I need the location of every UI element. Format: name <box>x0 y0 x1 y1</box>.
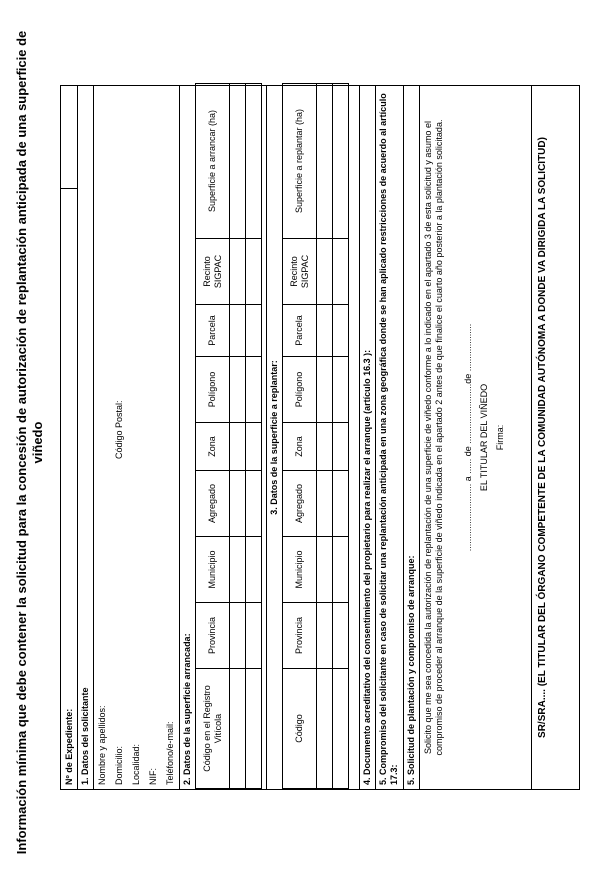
col-header: Zona <box>196 423 230 471</box>
col-header: Recinto SIGPAC <box>283 239 317 305</box>
firma-label: Firma: <box>495 424 505 451</box>
col-header: Polígono <box>283 357 317 423</box>
section-5-solicitud: 5. Solicitud de plantación y compromiso de arranque: <box>406 555 416 785</box>
expediente-label: Nº de Expediente: <box>64 708 74 785</box>
telefono-field: Teléfono/e-mail: <box>165 721 175 785</box>
domicilio-field: Domicilio: <box>114 745 124 785</box>
replantar-table <box>282 83 349 789</box>
col-header: Polígono <box>196 357 230 423</box>
expediente-divider <box>61 188 77 189</box>
table-row <box>246 84 262 789</box>
codigo-postal-field: Código Postal: <box>114 400 124 459</box>
divider <box>375 86 376 789</box>
nif-field: NIF: <box>148 768 158 785</box>
col-header: Agregado <box>283 471 317 537</box>
arrancada-heading: 2. Datos de la superficie arrancada: <box>182 633 192 785</box>
col-header: Superficie a replantar (ha) <box>283 84 317 239</box>
col-header: Superficie a arrancar (ha) <box>196 84 230 239</box>
titular-label: EL TITULAR DEL VIÑEDO <box>479 383 489 492</box>
col-header: Zona <box>283 423 317 471</box>
divider <box>403 86 404 789</box>
col-header: Agregado <box>196 471 230 537</box>
section-4: 4. Documento acreditativo del consentimiento del propietario para realizar el arranque (artículo 16.3 ): <box>362 349 372 785</box>
divider <box>266 86 267 789</box>
col-header: Recinto SIGPAC <box>196 239 230 305</box>
table-row <box>333 84 349 789</box>
fecha-line: ........................... a ...... de ........................de ................... <box>463 323 473 552</box>
table-row <box>230 84 246 789</box>
divider <box>531 86 532 789</box>
expediente-row <box>61 86 77 789</box>
solicito-text: Solicito que me sea concedida la autorización de replantación de una superficie de viñedo conforme a lo indicado en el apartado 3 de esta solicitud y asumo el compromiso de proceder al arranque de la superficie de viñedo indicada en el apartado 2 antes de que finalice el cuarto año posterior a la plantación solicitada. <box>423 119 444 756</box>
col-header: Parcela <box>196 305 230 357</box>
col-header: Provincia <box>196 603 230 669</box>
nombre-field: Nombre y apellidos: <box>97 705 107 785</box>
footer-recipient: SR/SRA.... (EL TITULAR DEL ÓRGANO COMPETENTE DE LA COMUNIDAD AUTÓNOMA A DONDE VA DIRIGIDA LA SOLICITUD) <box>537 137 548 738</box>
col-header: Provincia <box>283 603 317 669</box>
divider <box>77 86 78 789</box>
divider <box>359 86 360 789</box>
page-title: Información mínima que debe contener la solicitud para la concesión de autorización de replantación anticipada de una superficie de viñedo <box>14 30 45 855</box>
divider <box>93 86 94 789</box>
col-header: Municipio <box>283 537 317 603</box>
section-5-compromiso: 5. Compromiso del solicitante en caso de solicitar una replantación anticipada en una zona geográfica donde se han aplicado restricciones de acuerdo al artículo 17.3: <box>378 93 399 785</box>
col-header: Código en el Registro Vitícola <box>196 669 230 789</box>
localidad-field: Localidad: <box>131 743 141 785</box>
col-header: Código <box>283 669 317 789</box>
col-header: Municipio <box>196 537 230 603</box>
application-form <box>60 85 580 790</box>
divider <box>179 86 180 789</box>
solicitante-heading: 1. Datos del solicitante <box>80 687 90 785</box>
table-row <box>317 84 333 789</box>
replantar-heading: 3. Datos de la superficie a replantar: <box>269 360 279 515</box>
col-header: Parcela <box>283 305 317 357</box>
arrancada-table <box>195 83 262 789</box>
divider <box>419 86 420 789</box>
